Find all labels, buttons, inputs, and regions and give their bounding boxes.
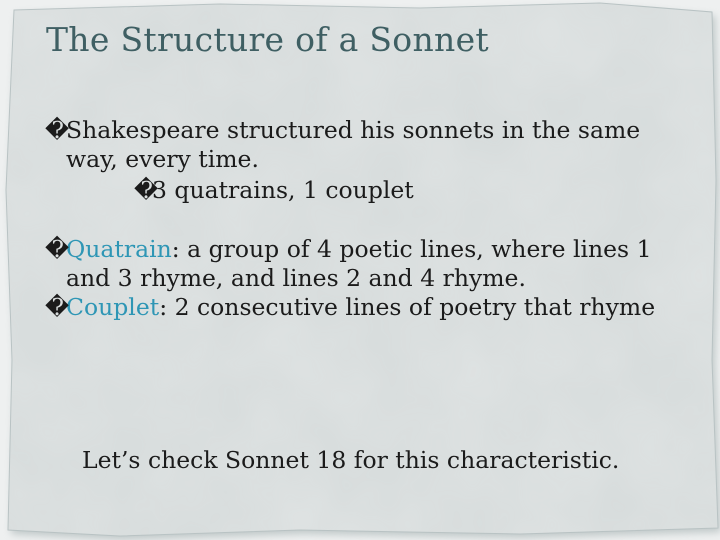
sub-bullet-item bbox=[134, 176, 688, 205]
bullet-icon: � bbox=[134, 176, 159, 204]
bullet-item-couplet bbox=[45, 293, 688, 322]
definition-quatrain: : a group of 4 poetic lines, where lines 1 and 3 rhyme, and lines 2 and 4 rhyme. bbox=[66, 235, 652, 292]
bullet-item-quatrain bbox=[45, 235, 688, 293]
bullet-item-shakespeare bbox=[45, 116, 688, 174]
slide-body bbox=[45, 116, 688, 322]
term-quatrain: Quatrain bbox=[66, 235, 172, 263]
term-couplet: Couplet bbox=[66, 293, 160, 321]
bullet-icon: � bbox=[45, 293, 70, 321]
slide-title: The Structure of a Sonnet bbox=[46, 20, 489, 59]
bullet-icon: � bbox=[45, 116, 70, 144]
bullet-icon: � bbox=[45, 235, 70, 263]
sub-bullet-text: 3 quatrains, 1 couplet bbox=[152, 176, 414, 204]
closing-prompt: Let’s check Sonnet 18 for this characteristic. bbox=[82, 446, 620, 474]
definition-couplet: : 2 consecutive lines of poetry that rhyme bbox=[159, 293, 656, 321]
bullet-text: Shakespeare structured his sonnets in the same way, every time. bbox=[66, 116, 641, 173]
